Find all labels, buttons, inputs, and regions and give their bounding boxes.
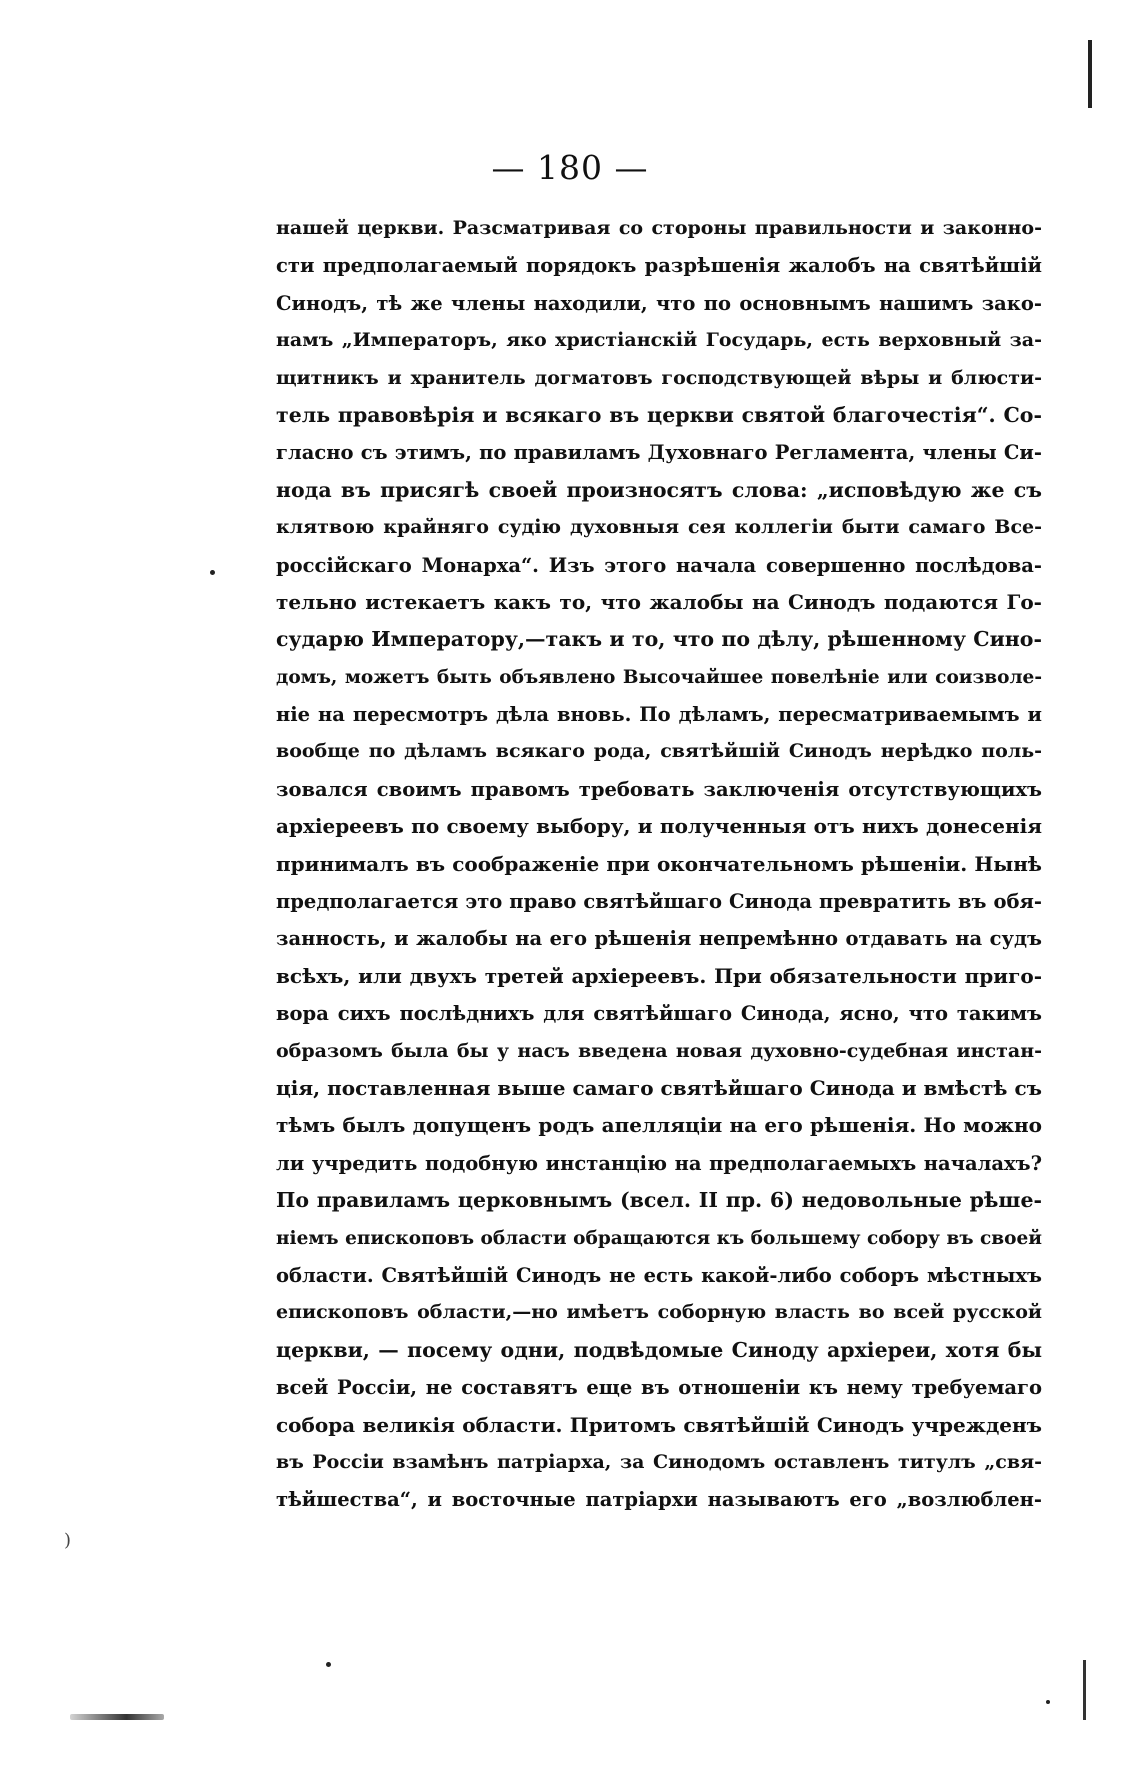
text-line: россійскаго Монарха“. Изъ этого начала совершенно послѣдова-: [276, 553, 1042, 577]
text-line: епископовъ области,—но имѣетъ соборную власть во всей русской: [276, 1301, 1042, 1324]
text-line: домъ, можетъ быть объявлено Высочайшее повелѣніе или соизволе-: [276, 666, 1042, 688]
text-line: Синодъ, тѣ же члены находили, что по основнымъ нашимъ зако-: [276, 291, 1042, 315]
text-line: По правиламъ церковнымъ (всел. II пр. 6) недовольные рѣше-: [276, 1188, 1042, 1213]
text-line: вообще по дѣламъ всякаго рода, святѣйшій Синодъ нерѣдко поль-: [276, 740, 1042, 763]
text-line: нода въ присягѣ своей произносятъ слова: „исповѣдую же съ: [276, 477, 1042, 502]
text-line: архіереевъ по своему выбору, и полученныя отъ нихъ донесенія: [276, 814, 1042, 839]
text-line: тѣмъ былъ допущенъ родъ апелляціи на его рѣшенія. Но можно: [276, 1113, 1042, 1138]
text-line: принималъ въ соображеніе при окончательномъ рѣшеніи. Нынѣ: [276, 851, 1042, 876]
ink-speck: [326, 1662, 331, 1667]
text-line: тель правовѣрія и всякаго въ церкви святой благочестія“. Со-: [276, 402, 1042, 427]
text-line: всей Россіи, не составятъ еще въ отношеніи къ нему требуемаго: [276, 1376, 1042, 1400]
margin-mark: ): [64, 1530, 72, 1551]
text-line: образомъ была бы у насъ введена новая духовно-судебная инстан-: [276, 1039, 1042, 1062]
page-edge-mark: [1088, 40, 1092, 108]
page-edge-mark-lower: [1083, 1660, 1086, 1720]
text-line: сти предполагаемый порядокъ разрѣшенія жалобъ на святѣйшій: [276, 254, 1042, 278]
text-line: ли учредить подобную инстанцію на предполагаемыхъ началахъ?: [276, 1151, 1042, 1175]
text-line: гласно съ этимъ, по правиламъ Духовнаго Регламента, члены Си-: [276, 441, 1042, 465]
text-line: занность, и жалобы на его рѣшенія непремѣнно отдавать на судъ: [276, 927, 1042, 951]
text-line: предполагается это право святѣйшаго Синода превратить въ обя-: [276, 890, 1042, 914]
text-line: зовался своимъ правомъ требовать заключенія отсутствующихъ: [276, 777, 1042, 801]
text-line: ніемъ епископовъ области обращаются къ большему собору въ своей: [276, 1227, 1042, 1249]
text-line: тѣйшества“, и восточные патріархи называютъ его „возлюблен-: [276, 1488, 1042, 1512]
text-line: ція, поставленная выше самаго святѣйшаго Синода и вмѣстѣ съ: [276, 1075, 1042, 1100]
text-line: щитникъ и хранитель догматовъ господствующей вѣры и блюсти-: [276, 366, 1042, 389]
text-line: ніе на пересмотръ дѣла вновь. По дѣламъ, пересматриваемымъ и: [276, 703, 1042, 727]
text-line: сударю Императору,—такъ и то, что по дѣлу, рѣшенному Сино-: [276, 627, 1042, 652]
scan-smudge: [70, 1714, 164, 1720]
page-number: — 180 —: [491, 148, 649, 187]
text-line: нашей церкви. Разсматривая со стороны правильности и законно-: [276, 217, 1042, 239]
ink-speck: [1046, 1700, 1050, 1704]
text-line: клятвою крайняго судію духовныя сея коллегіи быти самаго Все-: [276, 516, 1042, 539]
text-line: въ Россіи взамѣнъ патріарха, за Синодомъ оставленъ титулъ „свя-: [276, 1450, 1042, 1473]
ink-speck: [210, 570, 215, 575]
text-line: намъ „Императоръ, яко христіанскій Государь, есть верховный за-: [276, 329, 1042, 352]
text-line: собора великія области. Притомъ святѣйшій Синодъ учрежденъ: [276, 1412, 1042, 1437]
body-text: [276, 210, 1042, 1519]
text-line: церкви, — посему одни, подвѣдомые Синоду архіереи, хотя бы: [276, 1337, 1042, 1362]
text-line: всѣхъ, или двухъ третей архіереевъ. При обязательности приго-: [276, 963, 1042, 988]
text-line: области. Святѣйшій Синодъ не есть какой-либо соборъ мѣстныхъ: [276, 1263, 1042, 1287]
text-line: тельно истекаетъ какъ то, что жалобы на Синодъ подаются Го-: [276, 589, 1042, 614]
text-line: вора сихъ послѣднихъ для святѣйшаго Синода, ясно, что такимъ: [276, 1002, 1042, 1026]
